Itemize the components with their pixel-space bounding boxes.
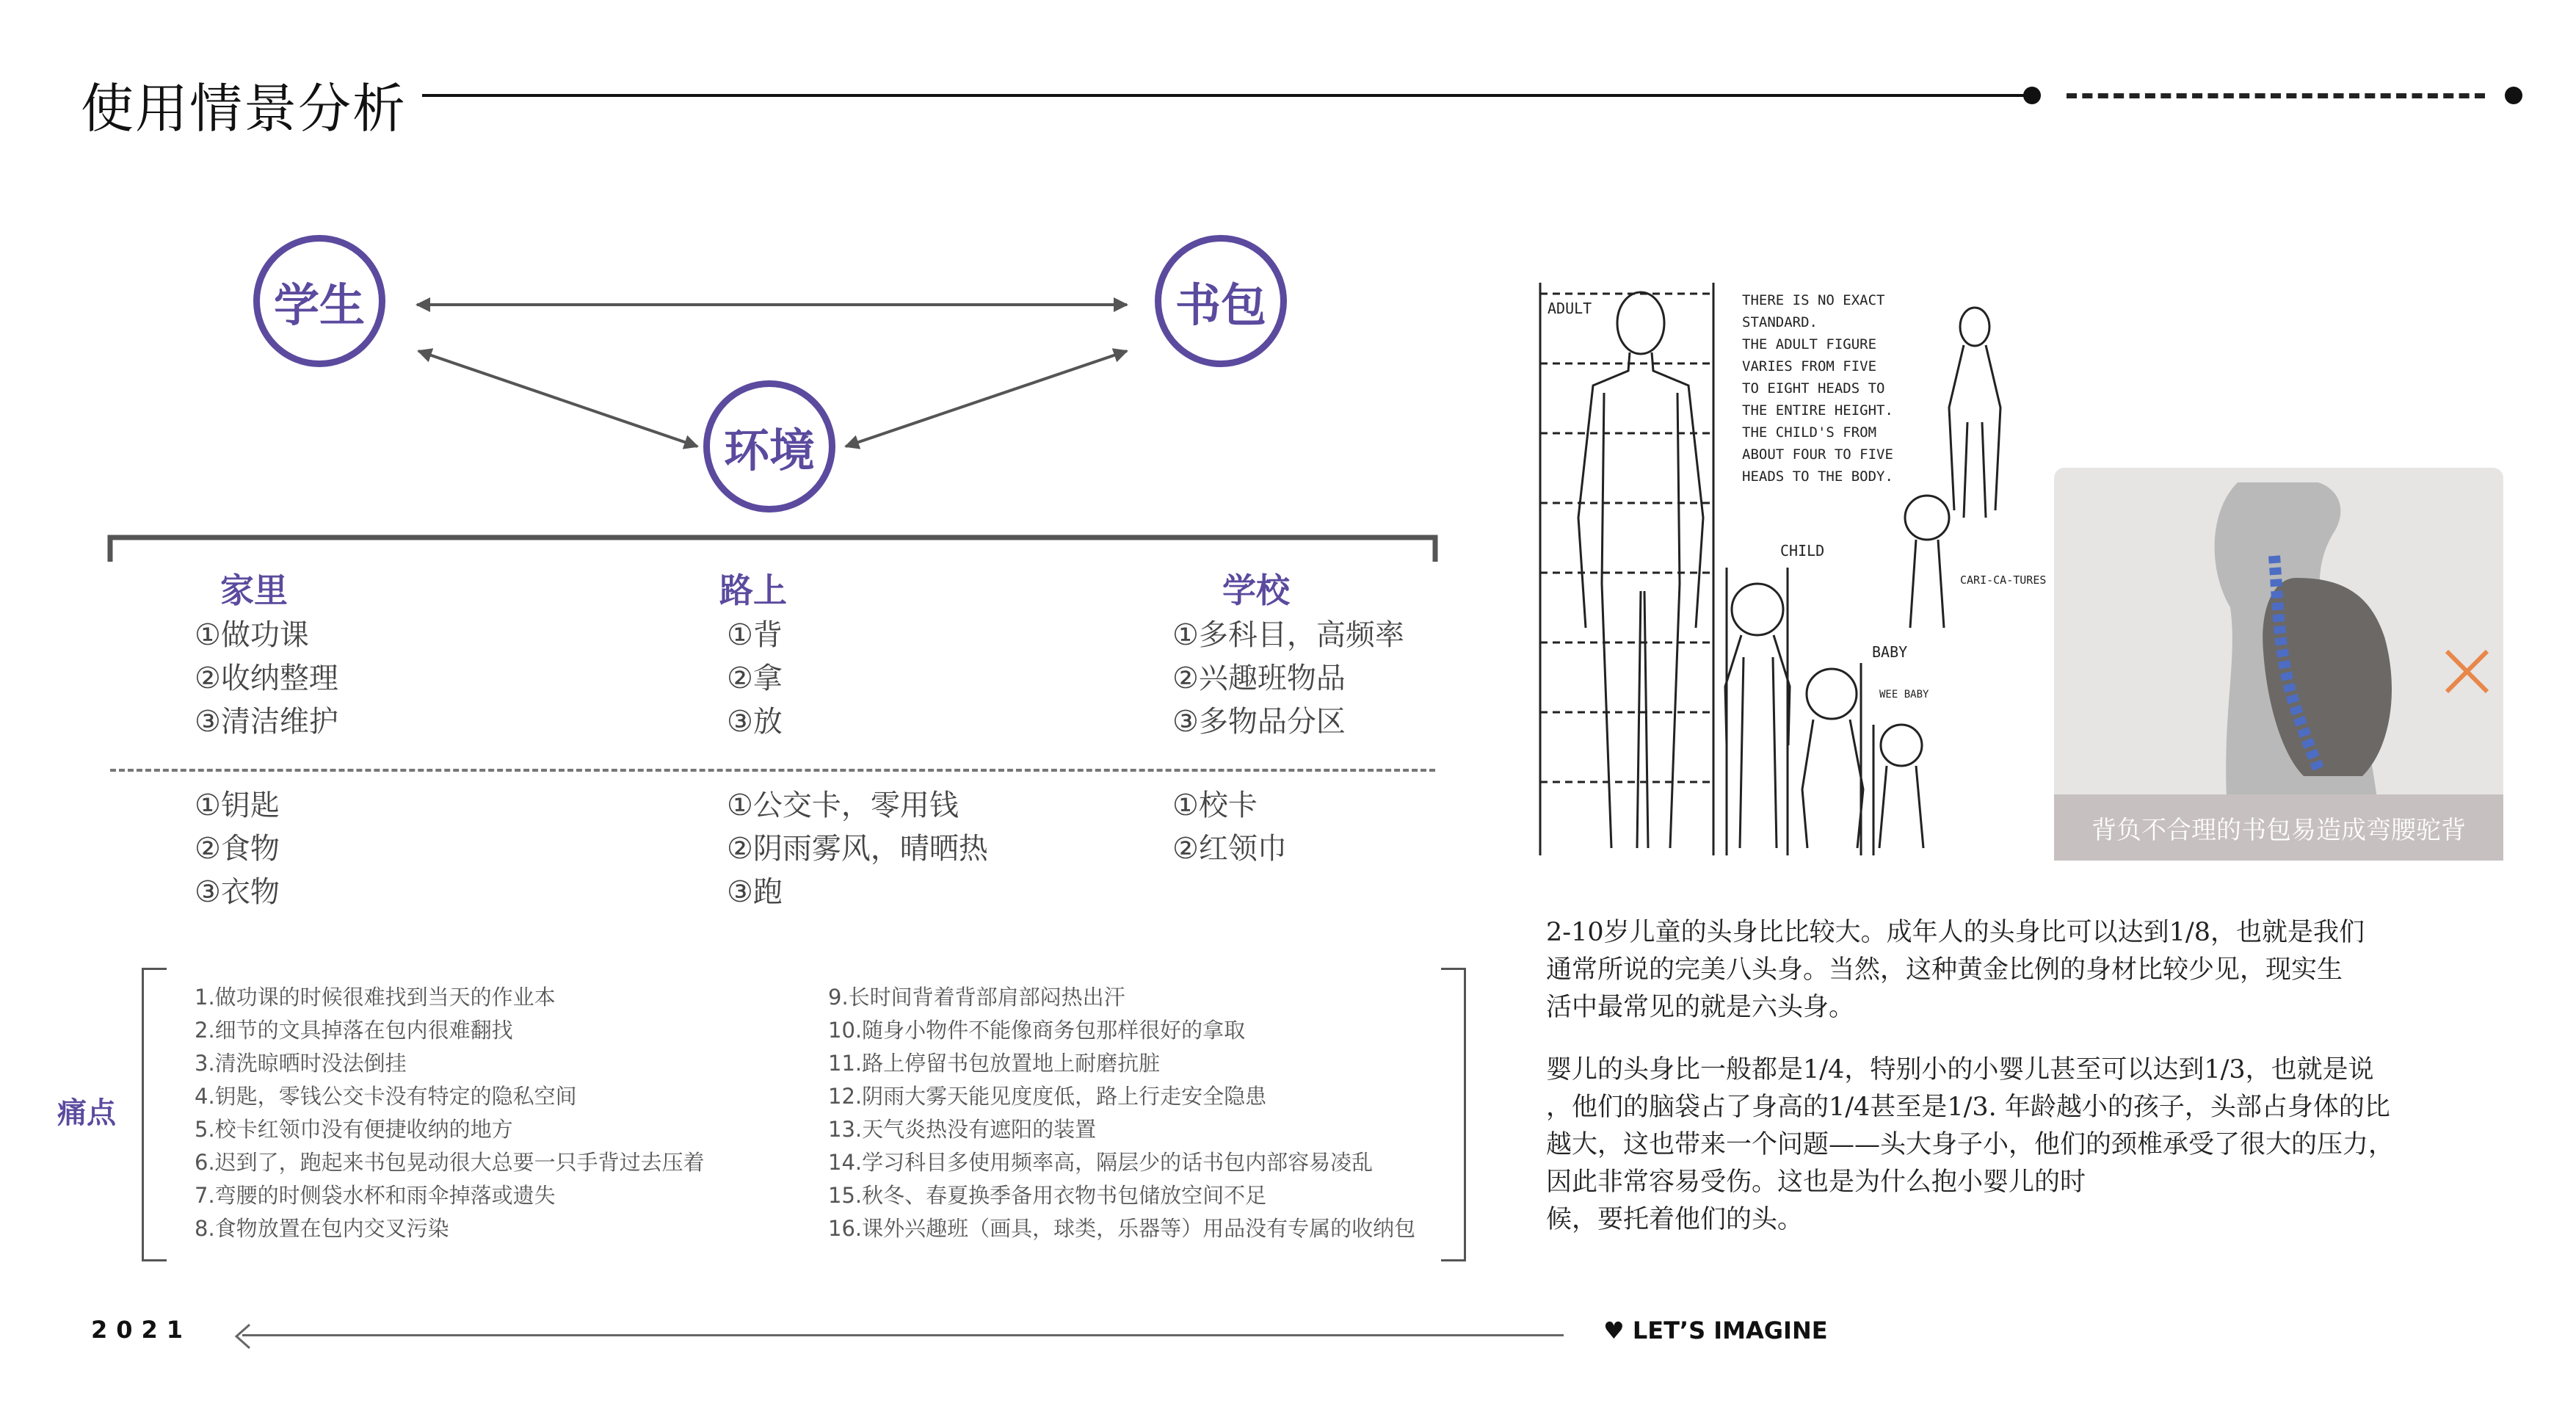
footer-year: 2021 [91, 1316, 192, 1344]
list-item: ③清洁维护 [195, 705, 338, 739]
column-heading-school: 学校 [1222, 571, 1290, 610]
list-item: ③放 [727, 705, 783, 739]
arrow-student-environment [418, 351, 697, 446]
page-title: 使用情景分析 [81, 78, 407, 140]
list-item: ①公交卡，零用钱 [727, 789, 959, 822]
pain-point: 2.细节的文具掉落在包内很难翻找 [195, 1018, 513, 1043]
pain-point: 16.课外兴趣班（画具，球类，乐器等）用品没有专属的收纳包 [828, 1216, 1416, 1241]
road-top-list [727, 614, 783, 744]
note-line: HEADS TO THE BODY. [1742, 468, 1893, 485]
pain-points-label: 痛点 [57, 1096, 116, 1130]
list-item: ②食物 [195, 832, 280, 866]
pain-bracket-right [1441, 968, 1466, 1261]
list-item: ②红领巾 [1172, 832, 1287, 866]
column-heading-road: 路上 [719, 571, 787, 610]
pain-point: 6.迟到了，跑起来书包晃动很大总要一只手背过去压着 [195, 1150, 705, 1175]
head-proportion-figure [1534, 275, 2047, 863]
note-line: THE ENTIRE HEIGHT. [1742, 402, 1893, 419]
label-wee-baby: WEE BABY [1879, 689, 1929, 700]
label-caricatures: CARI-CA-TURES [1960, 573, 2047, 587]
pain-point: 4.钥匙，零钱公交卡没有特定的隐私空间 [195, 1084, 577, 1109]
brand-mark-icon: ♥ [1603, 1317, 1633, 1344]
pain-bracket-left [142, 968, 167, 1261]
note-line: THERE IS NO EXACT [1742, 292, 1885, 308]
pain-point: 7.弯腰的时侧袋水杯和雨伞掉落或遗失 [195, 1183, 556, 1208]
note-line: STANDARD. [1742, 314, 1818, 330]
list-item: ①钥匙 [195, 789, 280, 822]
pain-point: 13.天气炎热没有遮阳的装置 [828, 1117, 1097, 1142]
list-item: ②拿 [727, 662, 783, 695]
list-item: ②阴雨雾风，晴晒热 [727, 832, 988, 866]
footer-brand [1603, 1317, 1828, 1344]
note-line: VARIES FROM FIVE [1742, 358, 1877, 374]
list-item: ①校卡 [1172, 789, 1258, 822]
spine-photo-caption: 背负不合理的书包易造成弯腰驼背 [2054, 794, 2503, 861]
arrow-bag-environment [846, 351, 1127, 446]
label-adult: ADULT [1548, 300, 1592, 317]
road-bottom-list [727, 784, 988, 914]
pain-point: 9.长时间背着背部肩部闷热出汗 [828, 985, 1125, 1010]
pain-points-left [195, 981, 705, 1245]
footer-brand-text: LET’S IMAGINE [1632, 1317, 1828, 1344]
pain-point: 1.做功课的时候很难找到当天的作业本 [195, 985, 556, 1010]
note-line: THE CHILD'S FROM [1742, 424, 1877, 441]
pain-point: 8.食物放置在包内交叉污染 [195, 1216, 449, 1241]
pain-point: 12.阴雨大雾天能见度度低，路上行走安全隐患 [828, 1084, 1267, 1109]
list-item: ①做功课 [195, 618, 309, 652]
column-heading-home: 家里 [220, 571, 288, 610]
pain-point: 11.路上停留书包放置地上耐磨抗脏 [828, 1051, 1161, 1076]
school-top-list [1172, 614, 1404, 744]
pain-point: 10.随身小物件不能像商务包那样很好的拿取 [828, 1018, 1246, 1043]
chevron-left-icon [229, 1322, 258, 1351]
list-item: ③多物品分区 [1172, 705, 1346, 739]
description-paragraph-2: 婴儿的头身比一般都是1/4，特别小的小婴儿甚至可以达到1/3，也就是说 ，他们的脑袋占了身高的1/4甚至是1/3. 年龄越小的孩子，头部占身体的比 越大，这也带来一个问题——头大身子小，他们的颈椎承受了很大的压力， 因此非常容易受伤。这也是为什么抱小婴儿的时 候，要托着他们的头。 [1546, 1055, 2395, 1234]
pain-point: 5.校卡红领巾没有便捷收纳的地方 [195, 1117, 513, 1142]
list-item: ③跑 [727, 875, 783, 909]
proportion-sketch [1534, 275, 2047, 863]
footer-rule [242, 1334, 1564, 1336]
pain-point: 14.学习科目多使用频率高，隔层少的话书包内部容易凌乱 [828, 1150, 1374, 1175]
school-bottom-list [1172, 784, 1287, 871]
label-child: CHILD [1780, 542, 1825, 560]
list-item: ①多科目，高频率 [1172, 618, 1404, 652]
pain-points-right [828, 981, 1415, 1245]
close-icon [2447, 651, 2487, 692]
note-line: TO EIGHT HEADS TO [1742, 380, 1885, 397]
description-paragraph-1: 2-10岁儿童的头身比比较大。成年人的头身比可以达到1/8，也就是我们 通常所说的完美八头身。当然，这种黄金比例的身材比较少见，现实生 活中最常见的就是六头身。 [1546, 918, 2365, 1022]
label-baby: BABY [1872, 643, 1908, 661]
home-top-list [195, 614, 338, 744]
list-item: ②兴趣班物品 [1172, 662, 1346, 695]
pain-point: 15.秋冬、春夏换季备用衣物书包储放空间不足 [828, 1183, 1267, 1208]
node-bag: 书包 [1155, 235, 1287, 367]
list-item: ③衣物 [195, 875, 280, 909]
scene-bracket [110, 537, 1435, 562]
node-student: 学生 [253, 235, 385, 367]
spine-illustration [2054, 468, 2503, 798]
note-line: ABOUT FOUR TO FIVE [1742, 446, 1893, 463]
list-item: ①背 [727, 618, 783, 652]
dashed-divider [110, 769, 1435, 772]
pain-point: 3.清洗晾晒时没法倒挂 [195, 1051, 407, 1076]
note-line: THE ADULT FIGURE [1742, 336, 1877, 352]
node-environment: 环境 [703, 380, 835, 513]
list-item: ②收纳整理 [195, 662, 338, 695]
home-bottom-list [195, 784, 280, 914]
